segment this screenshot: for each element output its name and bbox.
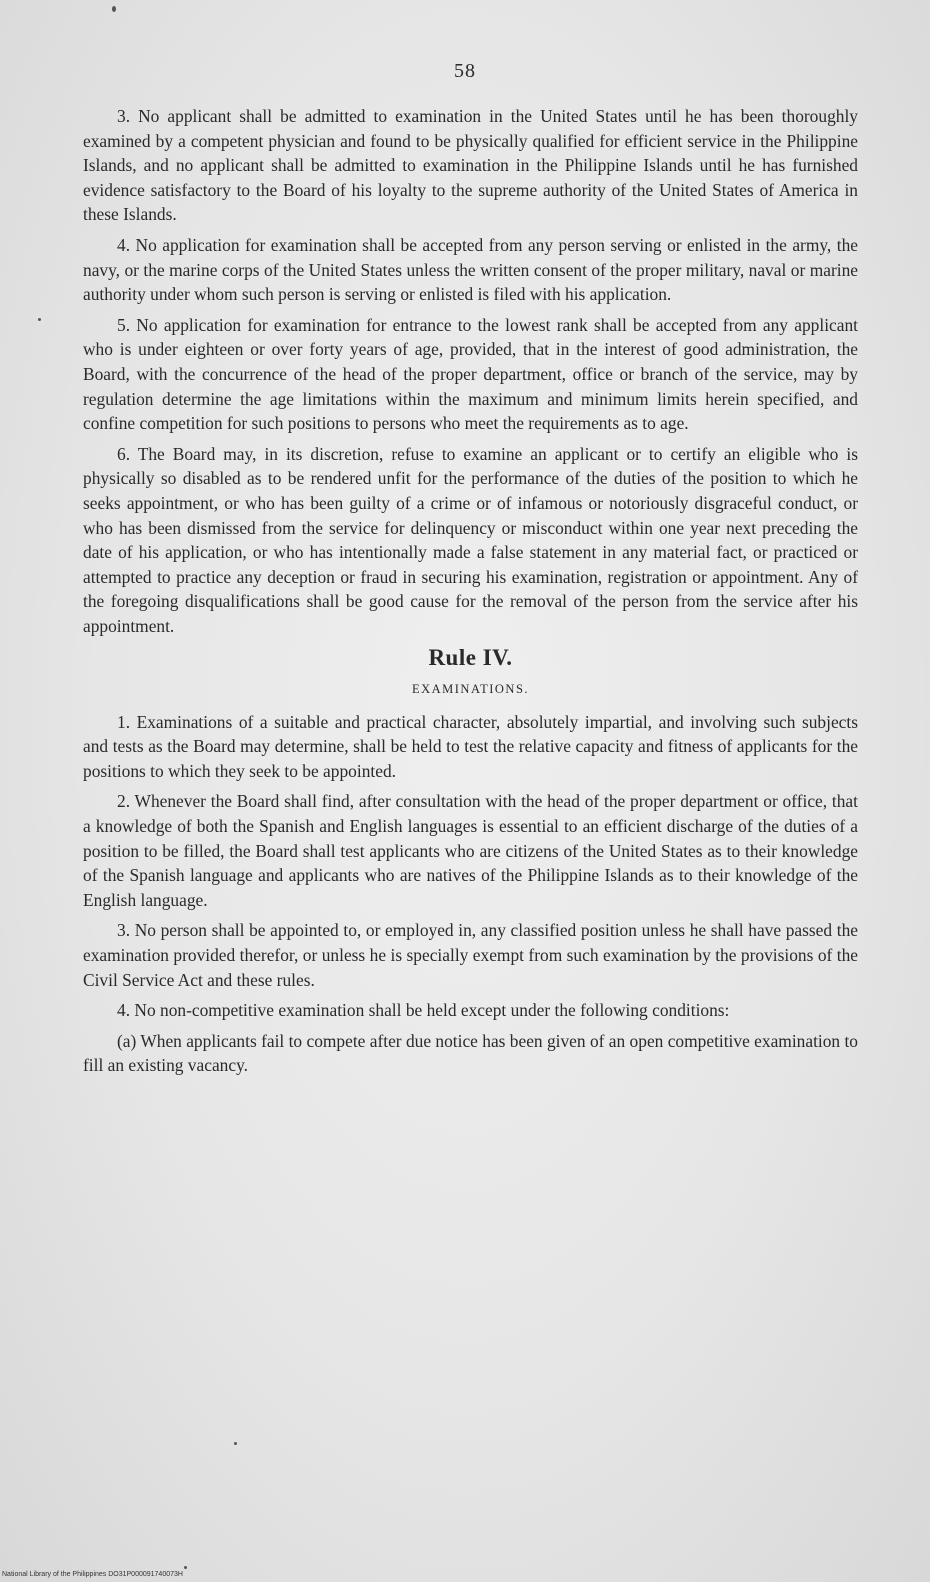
paragraph-rule3-3: 3. No applicant shall be admitted to examination in the United States until he has been thoroughly examined by a competent physician and found to be physically qualified for efficient service in the Philippine Islands, and no applicant shall be admitted to examination in the Philippine Islands until he has furnished evidence satisfactory to the Board of his loyalty to the supreme authority of the United States of America in these Islands. bbox=[83, 106, 858, 225]
paragraph-rule3-6: 6. The Board may, in its discretion, refuse to examine an applicant or to certify an eligible who is physically so disabled as to be rendered unfit for the performance of the duties of the position to which he seeks appointment, or who has been guilty of a crime or of infamous or notoriously disgraceful conduct, or who has been dismissed from the service for delinquency or misconduct within one year next preceding the date of his application, or who has intentionally made a false statement in any material fact, or practiced or attempted to practice any deception or fraud in securing his examination, registration or appointment. Any of the foregoing disqualifications shall be good cause for the removal of the person from the service after his appointment. bbox=[83, 443, 858, 636]
paragraph-rule4-4a: (a) When applicants fail to compete after due notice has been given of an open competitive examination to fill an existing vacancy. bbox=[83, 1030, 858, 1076]
body-text bbox=[83, 104, 858, 1084]
section-heading: EXAMINATIONS. bbox=[411, 682, 530, 697]
paragraph-rule3-5: 5. No application for examination for entrance to the lowest rank shall be accepted from any applicant who is under eighteen or over forty years of age, provided, that in the interest of good administration, the Board, with the concurrence of the head of the proper department, office or branch of the service, may by regulation determine the age limitations within the maximum and minimum limits herein specified, and confine competition for such positions to persons who meet the requirements as to age. bbox=[83, 314, 858, 434]
page-number: 58 bbox=[454, 60, 476, 82]
scan-speck bbox=[234, 1442, 237, 1445]
scan-speck bbox=[38, 318, 41, 321]
paragraph-rule4-2: 2. Whenever the Board shall find, after consultation with the head of the proper department or office, that a knowledge of both the Spanish and English languages is essential to an efficient discharge of the duties of a position to be filled, the Board shall test applicants who are citizens of the United States as to their knowledge of the Spanish language and applicants who are natives of the Philippine Islands as to their knowledge of the English language. bbox=[83, 791, 858, 910]
paragraph-rule4-3: 3. No person shall be appointed to, or employed in, any classified position unless he shall have passed the examination provided therefor, or unless he is specially exempt from such examination by the provisions of the Civil Service Act and these rules. bbox=[83, 920, 858, 990]
paragraph-rule4-4: 4. No non-competitive examination shall be held except under the following conditions: bbox=[117, 1000, 730, 1021]
rule-heading: Rule IV. bbox=[428, 645, 513, 671]
paragraph-rule4-1: 1. Examinations of a suitable and practical character, absolutely impartial, and involving such subjects and tests as the Board may determine, shall be held to test the relative capacity and fitness of applicants for the positions to which they seek to be appointed. bbox=[83, 711, 858, 781]
scan-speck bbox=[184, 1566, 187, 1569]
paragraph-rule3-4: 4. No application for examination shall be accepted from any person serving or enlisted in the army, the navy, or the marine corps of the United States unless the written consent of the proper military, naval or marine authority under whom such person is serving or enlisted is filed with his application. bbox=[83, 234, 858, 305]
scan-speck bbox=[112, 6, 116, 12]
scan-footer-id: National Library of the Philippines DO31P000091740073H bbox=[2, 1571, 183, 1578]
